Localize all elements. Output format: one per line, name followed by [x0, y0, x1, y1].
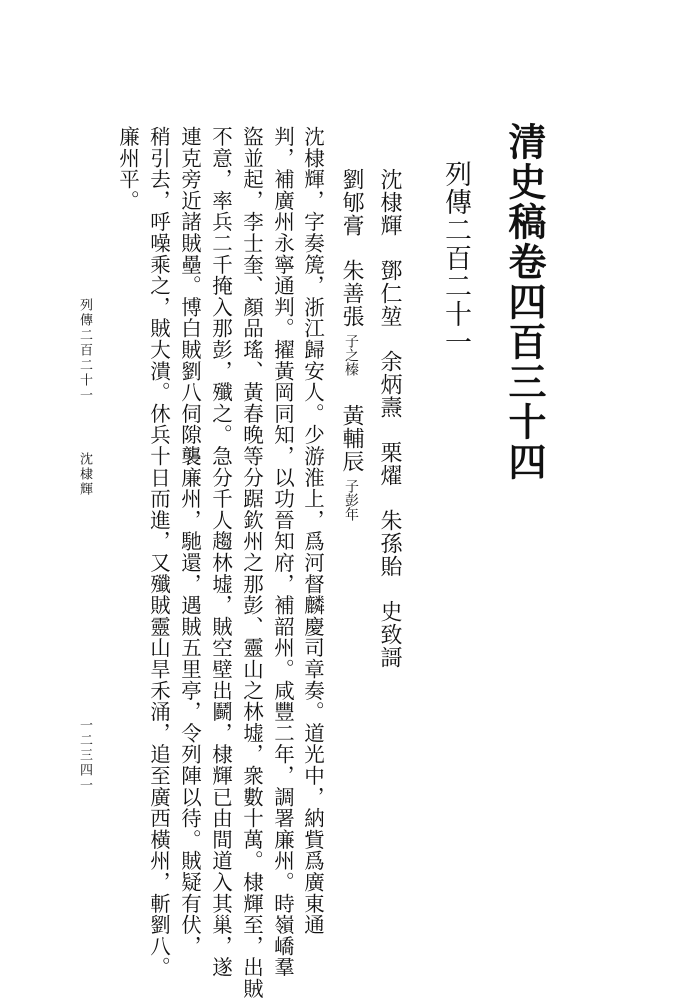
body-text-line: 廉州平。 [115, 126, 140, 212]
biography-name: 余炳燾 [377, 350, 402, 419]
biography-name: 鄧仁堃 [377, 259, 402, 328]
biography-name: 史致謌 [377, 600, 402, 669]
chapter-heading: 列傳二百二十一 [440, 160, 471, 356]
biography-name: 沈棣輝 [377, 168, 402, 237]
biography-list-line-2 [340, 168, 362, 527]
body-text-line: 連克旁近諸賊壘。博白賊劉八伺隙襲廉州，馳還，遇賊五里亭，令列陣以待。賊疑有伏， [177, 126, 202, 957]
margin-subject-label: 沈棣輝 [77, 452, 92, 497]
biography-note: 子彭年 [343, 479, 359, 521]
body-text-line: 判，補廣州永寧通判。擢黃岡同知，以功晉知府，補韶州。咸豐二年，調署廉州。時嶺嶠羣 [270, 126, 295, 978]
biography-name: 朱善張 [339, 259, 364, 328]
margin-section-label: 列傳二百二十一 [77, 298, 92, 403]
biography-note: 子之榛 [343, 334, 359, 376]
biography-name: 劉郇膏 [339, 168, 364, 237]
body-text-line: 盜並起，李士奎、顏品瑤、黃春晚等分踞欽州之那彭、靈山之林墟，衆數十萬。棣輝至，出賊 [239, 126, 264, 1000]
biography-name: 黃輔辰 [339, 404, 364, 473]
page-number: 一二三四一 [77, 718, 92, 793]
body-text-line: 不意，率兵二千掩入那彭，殲之。急分千人趨林墟，賊空壁出鬬，棣輝已由間道入其巢，遂 [208, 126, 233, 978]
body-text-line: 稍引去，呼噪乘之，賊大潰。休兵十日而進，又殲賊靈山旱禾涌，追至廣西橫州，斬劉八。 [146, 126, 171, 978]
page-title: 清史稿卷四百三十四 [502, 122, 547, 482]
biography-list-line-1 [378, 168, 400, 669]
biography-name: 栗燿 [377, 441, 402, 487]
biography-name: 朱孫貽 [377, 509, 402, 578]
body-text-line: 沈棣輝，字奏箎，浙江歸安人。少游淮上，爲河督麟慶司章奏。道光中，納貲爲廣東通 [300, 126, 325, 936]
